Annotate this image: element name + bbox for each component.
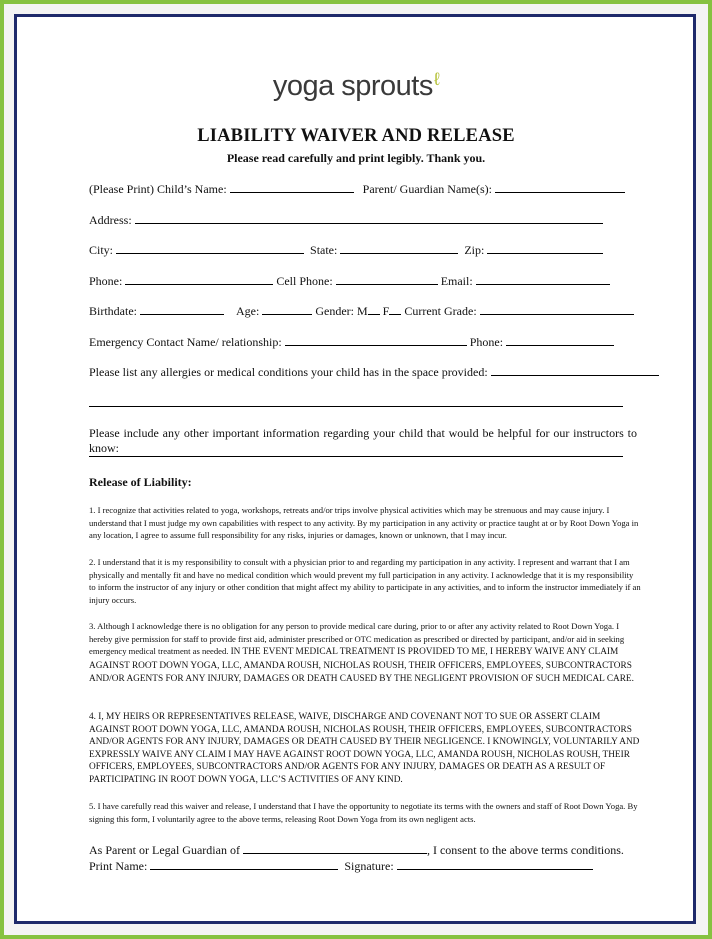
row-other-info (89, 426, 637, 456)
birthdate-field[interactable] (140, 303, 224, 315)
other-info-line[interactable] (89, 456, 623, 457)
birthdate-label: Birthdate: (89, 304, 137, 318)
parent-name-field[interactable] (495, 181, 625, 193)
gender-f-label: F (382, 304, 390, 318)
release-paragraph-4: 4. I, MY HEIRS OR REPRESENTATIVES RELEASE, WAIVE, DISCHARGE AND COVENANT NOT TO SUE OR ASSERT CLAIM AGAINST ROOT DOWN YOGA, LLC, AMANDA ROUSH, NICHOLAS ROUSH, THEIR OFFICERS, EMPLOYEES, SUBCONTRACTORS AND/OR AGENTS FOR ANY INJURY, DAMAGES OR DEATH CAUSED BY THEIR NEGLIGENCE. I KNOWINGLY, VOLUNTARILY AND EXPRESSLY WAIVE ANY CLAIM I MAY HAVE AGAINST ROOT DOWN YOGA, LLC, AMANDA ROUSH, NICHOLAS ROUSH, THEIR OFFICERS, EMPLOYEES, SUBCONTRACTORS AND/OR AGENTS FOR ANY INJURY, DAMAGES OR DEATH AS A RESULT OF PARTICIPATING IN ROOT DOWN YOGA, LLC’S ACTIVITIES OF ANY KIND. (89, 712, 640, 785)
brand-logo (0, 70, 712, 103)
signature-field[interactable] (397, 858, 593, 870)
gender-m-label: Gender: M (315, 304, 368, 318)
address-field[interactable] (135, 212, 603, 224)
cell-phone-field[interactable] (336, 273, 438, 285)
print-name-label: Print Name: (89, 859, 148, 873)
zip-label: Zip: (464, 243, 485, 257)
release-paragraph-3 (89, 620, 641, 686)
parent-name-label: Parent/ Guardian Name(s): (362, 182, 492, 196)
emergency-contact-label: Emergency Contact Name/ relationship: (89, 335, 282, 349)
release-paragraph-3-caps: IN THE EVENT MEDICAL TREATMENT IS PROVIDED TO ME, I HEREBY WAIVE ANY CLAIM AGAINST ROOT DOWN YOGA, LLC, AMANDA ROUSH, NICHOLAS ROUSH, THEIR OFFICERS, EMPLOYEES, SUBCONTRACTORS AND/OR AGENTS FOR ANY INJURY, DAMAGES OR DEATH CAUSED BY THE NEGLIGENT PROVISION OF SUCH MEDICAL CARE. (89, 647, 634, 685)
current-grade-label: Current Grade: (404, 304, 477, 318)
release-paragraph-3-text: 3. Although I acknowledge there is no obligation for any person to provide medical care during, prior to or after any activity related to Root Down Yoga. I hereby give permission for staff to provide first aid, administer prescribed or OTC medication as prescribed or directed by participant, and/or aid in seeking emergency medical treatment as needed. (89, 621, 625, 657)
city-label: City: (89, 243, 114, 257)
leaf-icon: ℓ (433, 69, 440, 89)
release-heading: Release of Liability: (89, 475, 192, 489)
signature-label: Signature: (344, 859, 394, 873)
address-label: Address: (89, 213, 132, 227)
state-label: State: (310, 243, 338, 257)
consent-suffix: , I consent to the above terms conditions. (426, 843, 624, 857)
phone-label: Phone: (89, 274, 123, 288)
cell-phone-label: Cell Phone: (276, 274, 333, 288)
child-name-label: (Please Print) Child’s Name: (89, 182, 227, 196)
state-field[interactable] (340, 242, 458, 254)
document-subtitle: Please read carefully and print legibly. Thank you. (226, 151, 486, 165)
row-names (89, 181, 625, 197)
print-name-field[interactable] (150, 858, 338, 870)
allergies-label: Please list any allergies or medical conditions your child has in the space provided: (89, 365, 488, 379)
age-field[interactable] (262, 303, 312, 315)
row-emergency (89, 334, 614, 350)
gender-m-field[interactable] (368, 303, 380, 315)
zip-field[interactable] (487, 242, 603, 254)
row-allergies (89, 364, 659, 380)
allergies-extra-line[interactable] (89, 406, 623, 407)
consent-prefix: As Parent or Legal Guardian of (89, 843, 240, 857)
emergency-phone-label: Phone: (469, 335, 504, 349)
row-phones (89, 273, 610, 289)
email-label: Email: (440, 274, 473, 288)
age-label: Age: (236, 304, 260, 318)
emergency-contact-field[interactable] (285, 334, 467, 346)
guardian-of-field[interactable] (243, 842, 427, 854)
gender-f-field[interactable] (389, 303, 401, 315)
release-paragraph-2: 2. I understand that it is my responsibility to consult with a physician prior to and regarding my participation in any activity. I represent and warrant that I am physically and mentally fit and have no medical condition which would prevent my full participation in any activity. I acknowledge that it is my responsibility to inform the instructor of any injury or other condition that might affect my ability to participate in any activities, and to inform the instructor immediately if an injury occurs. (89, 557, 641, 605)
document-title: LIABILITY WAIVER AND RELEASE (197, 126, 515, 146)
emergency-phone-field[interactable] (506, 334, 614, 346)
brand-name: yoga sprouts (272, 70, 433, 102)
signature-line (89, 858, 593, 874)
email-field[interactable] (476, 273, 610, 285)
consent-line (89, 842, 624, 858)
phone-field[interactable] (125, 273, 273, 285)
release-paragraph-5: 5. I have carefully read this waiver and release, I understand that I have the opportunity to negotiate its terms with the owners and staff of Root Down Yoga. By signing this form, I voluntarily agree to the above terms, releasing Root Down Yoga from its own negligent acts. (89, 801, 638, 824)
row-birthdate (89, 303, 634, 319)
row-city (89, 242, 603, 258)
row-address (89, 212, 603, 228)
child-name-field[interactable] (230, 181, 354, 193)
other-info-label: Please include any other important information regarding your child that would be helpful for our instructors to know: (89, 426, 637, 455)
allergies-field[interactable] (491, 364, 659, 376)
current-grade-field[interactable] (480, 303, 634, 315)
city-field[interactable] (116, 242, 304, 254)
release-paragraph-1: 1. I recognize that activities related to yoga, workshops, retreats and/or trips involve physical activities which may be strenuous and may cause injury. I understand that I must judge my own capabilities with respect to any activity. By my participation in any activity or practice taught at or by Root Down Yoga in any location, I agree to assume full responsibility for any risks, injuries or damages, known or unknown, that I may incur. (89, 505, 639, 541)
